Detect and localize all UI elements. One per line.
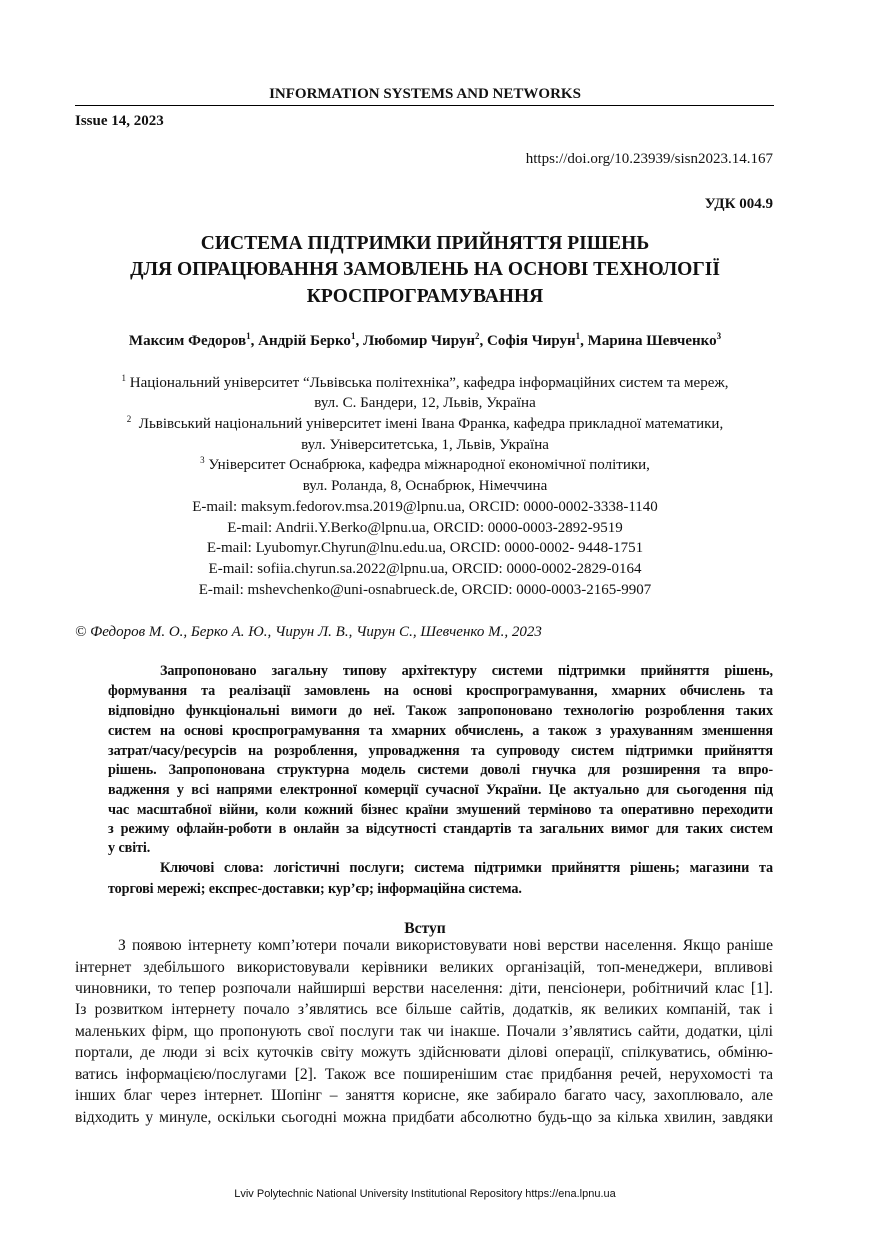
title-line: СИСТЕМА ПІДТРИМКИ ПРИЙНЯТТЯ РІШЕНЬ <box>200 233 650 254</box>
abstract-line: систем на основі кроспрограмування та хмарних обчислень, а також з урахуванням зменшення <box>108 723 773 739</box>
header-rule <box>75 105 774 106</box>
author: Марина Шевченко$^3$ <box>587 331 722 349</box>
author: Максим Федоров$^1$, <box>128 331 259 349</box>
body-line: чиновники, то тепер розпочали найширші верстви населення: діти, пенсіонери, робітничий клас [1]. <box>75 980 773 997</box>
abstract-line: затрат/часу/ресурсів на розроблення, упровадження та супроводу систем підтримки прийняття <box>108 743 773 759</box>
email-line: E-mail: mshevchenko@uni-osnabrueck.de, ORCID: 0000-0003-2165-9907 <box>198 582 652 598</box>
author: Андрій Берко$^1$, <box>258 331 363 349</box>
copyright: © Федоров М. О., Берко А. Ю., Чирун Л. В., Чирун С., Шевченко М., 2023 <box>75 624 542 640</box>
body-line: відходить у минуле, оскільки сьогодні можна придбати абсолютно будь-що за кілька хвилин, завдяки <box>75 1109 773 1126</box>
authors-line <box>75 331 775 351</box>
affiliation-3-address: вул. Роланда, 8, Оснабрюк, Німеччина <box>302 478 548 494</box>
email-line: E-mail: Lyubomyr.Chyrun@lnu.edu.ua, ORCID: 0000-0002- 9448-1751 <box>206 540 644 556</box>
email-line: E-mail: sofiia.chyrun.sa.2022@lpnu.ua, ORCID: 0000-0002-2829-0164 <box>208 561 642 577</box>
issue-label: Issue 14, 2023 <box>75 113 164 129</box>
body-line: маленьких фірм, що пропонують свої послуги так чи інакше. Почали з’являтись сайти, додатки, цілі <box>75 1023 773 1040</box>
abstract-line: час масштабної війни, коли кожний бізнес країни змушений терміново та оперативно переходити <box>108 802 773 818</box>
affiliation-3: $^3$ Університет Оснабрюка, кафедра міжнародної економічної політики, <box>200 455 650 473</box>
journal-name: INFORMATION SYSTEMS AND NETWORKS <box>269 86 581 102</box>
affiliation-1: $^1$ Національний університет “Львівська політехніка”, кафедра інформаційних систем та мереж, <box>121 373 729 391</box>
keywords-line: Ключові слова: логістичні послуги; система підтримки прийняття рішень; магазини та <box>160 860 773 876</box>
body-line: інших благ через інтернет. Шопінг – заняття корисне, яке забирало багато часу, захоплювало, але <box>75 1087 773 1104</box>
abstract-line: рішень. Запропонована структурна модель системи доволі гнучка для розширення та впро- <box>108 762 773 778</box>
section-heading: Вступ <box>404 920 446 937</box>
body-line: ватись інформацією/послугами [2]. Також все поширенішим стає придбання речей, нерухомості та <box>75 1066 773 1083</box>
title-line: ДЛЯ ОПРАЦЮВАННЯ ЗАМОВЛЕНЬ НА ОСНОВІ ТЕХНОЛОГІЇ <box>130 259 720 280</box>
abstract-line: з режиму офлайн-роботи в онлайн за відсутності стандартів та загальних вимог для таких систем <box>108 821 773 837</box>
affiliation-2: $^2$ Львівський національний університет імені Івана Франка, кафедра прикладної математики, <box>126 414 724 432</box>
email-line: E-mail: Andrii.Y.Berko@lpnu.ua, ORCID: 0000-0003-2892-9519 <box>227 520 623 536</box>
udc-code: УДК 004.9 <box>704 196 773 212</box>
email-line: E-mail: maksym.fedorov.msa.2019@lpnu.ua, ORCID: 0000-0002-3338-1140 <box>192 499 658 515</box>
body-line: З появою інтернету комп’ютери почали використовувати нові верстви населення. Якщо раніше <box>118 937 773 954</box>
title-line: КРОСПРОГРАМУВАННЯ <box>306 286 544 307</box>
abstract-line: формування та реалізації замовлень на основі кроспрограмування, хмарних обчислень та <box>108 683 773 699</box>
body-line: Із розвитком інтернету почало з’являтись все більше сайтів, додатків, як великих компаній, так і <box>75 1001 773 1018</box>
abstract-line: у світі. <box>108 840 151 856</box>
body-line: інтернет здебільшого використовували керівники великих організацій, топ-менеджери, впливові <box>75 959 773 976</box>
abstract-line: Запропоновано загальну типову архітектуру системи підтримки прийняття рішень, <box>160 663 773 679</box>
keywords-line: торгові мережі; експрес-доставки; кур’єр; інформаційна система. <box>108 881 522 897</box>
repository-footer: Lviv Polytechnic National University Institutional Repository https://ena.lpnu.ua <box>234 1188 616 1200</box>
abstract-line: вадження у всі напрями електронної комерції сучасної України. Це актуально для сьогодення під <box>108 782 773 798</box>
body-line: портали, де люди зі всіх куточків світу можуть здійснювати ділові операції, спілкуватись, обміню- <box>75 1044 773 1061</box>
affiliation-2-address: вул. Університетська, 1, Львів, Україна <box>301 437 549 453</box>
doi-link[interactable]: https://doi.org/10.23939/sisn2023.14.167 <box>525 151 773 167</box>
author: Любомир Чирун$^2$, <box>362 331 487 349</box>
abstract-line: відповідно функціональні вимоги до неї. Також запропоновано технологію розроблення таких <box>108 703 773 719</box>
author: Софія Чирун$^1$, <box>486 331 588 349</box>
affiliation-1-address: вул. С. Бандери, 12, Львів, Україна <box>314 395 536 411</box>
